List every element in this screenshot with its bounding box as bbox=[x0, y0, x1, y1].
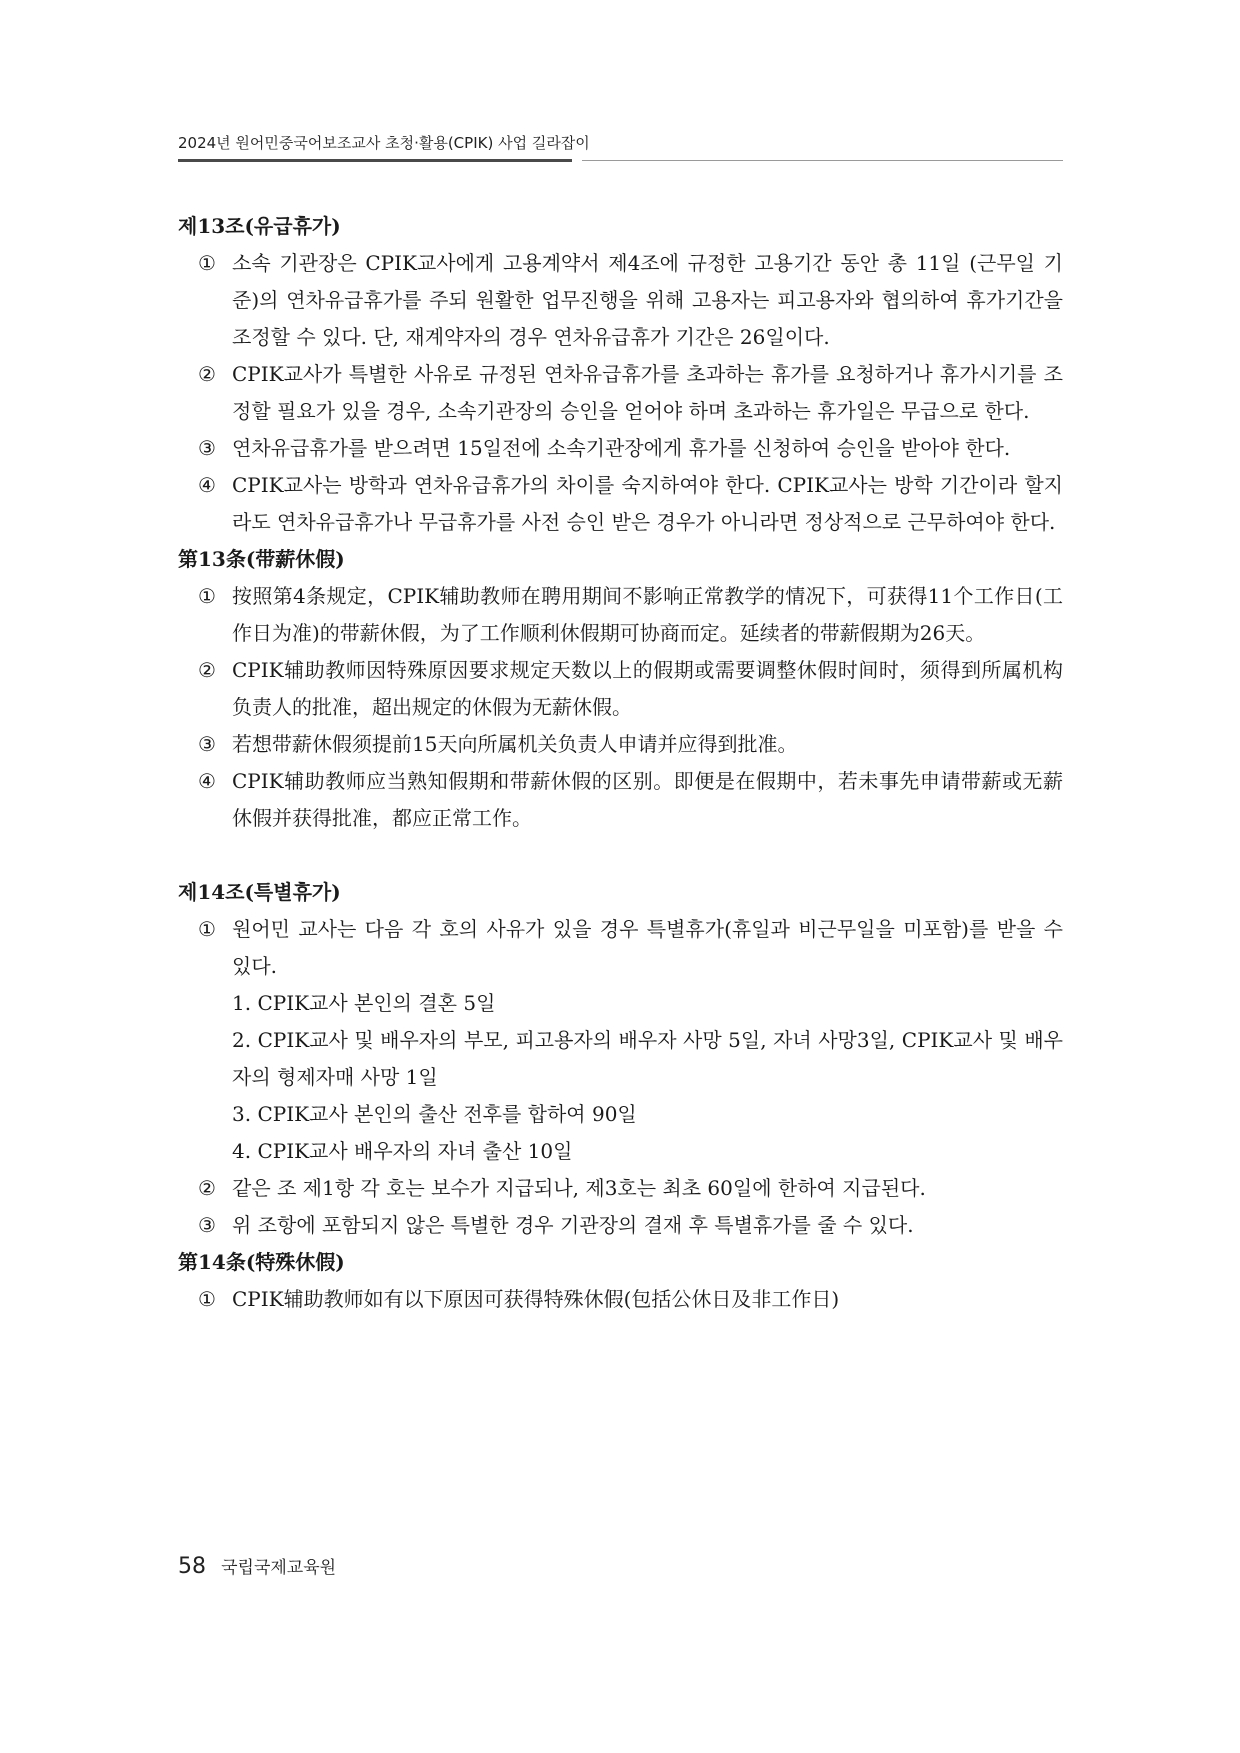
article-14-ko-heading: 제14조(특별휴가) bbox=[178, 880, 341, 904]
header-rule-thick bbox=[178, 159, 572, 162]
section-gap bbox=[178, 837, 1063, 874]
article-13-zh-item-4: ④ CPIK辅助教师应当熟知假期和带薪休假的区别。即便是在假期中，若未事先申请带薪或无薪休假并获得批准，都应正常工作。 bbox=[198, 769, 1063, 830]
header-title: 2024년 원어민중국어보조교사 초청·활용(CPIK) 사업 길라잡이 bbox=[178, 134, 590, 152]
article-13-zh-item-3: ③ 若想带薪休假须提前15天向所属机关负责人申请并应得到批准。 bbox=[198, 732, 798, 756]
article-13-zh-item-1: ① 按照第4条规定，CPIK辅助教师在聘用期间不影响正常教学的情况下，可获得11个工作日(工作日为准)的带薪休假，为了工作顺利休假期可协商而定。延续者的带薪假期为26天。 bbox=[198, 584, 1063, 645]
article-14-ko-item-3: ③ 위 조항에 포함되지 않은 특별한 경우 기관장의 결재 후 특별휴가를 줄 수 있다. bbox=[198, 1213, 914, 1237]
article-13-zh-item-2: ② CPIK辅助教师因特殊原因要求规定天数以上的假期或需要调整休假时间时，须得到所属机构负责人的批准，超出规定的休假为无薪休假。 bbox=[198, 658, 1063, 719]
article-13-ko-item-4: ④ CPIK교사는 방학과 연차유급휴가의 차이를 숙지하여야 한다. CPIK교사는 방학 기간이라 할지라도 연차유급휴가나 무급휴가를 사전 승인 받은 경우가 아니라면 정상적으로 근무하여야 한다. bbox=[198, 473, 1063, 534]
article-14-ko-item-2: ② 같은 조 제1항 각 호는 보수가 지급되나, 제3호는 최초 60일에 한하여 지급된다. bbox=[198, 1176, 926, 1200]
article-13-ko-item-2: ② CPIK교사가 특별한 사유로 규정된 연차유급휴가를 초과하는 휴가를 요청하거나 휴가시기를 조정할 필요가 있을 경우, 소속기관장의 승인을 얻어야 하며 초과하는 휴가일은 무급으로 한다. bbox=[198, 362, 1063, 423]
article-14-zh-item-1: ① CPIK辅助教师如有以下原因可获得特殊休假(包括公休日及非工作日) bbox=[198, 1287, 840, 1311]
article-13-ko-item-1: ① 소속 기관장은 CPIK교사에게 고용계약서 제4조에 규정한 고용기간 동안 총 11일 (근무일 기준)의 연차유급휴가를 주되 원활한 업무진행을 위해 고용자는 피고용자와 협의하여 휴가기간을 조정할 수 있다. 단, 재계약자의 경우 연차유급휴가 기간은 26일이다. bbox=[198, 251, 1063, 349]
footer-organization: 국립국제교육원 bbox=[221, 1558, 337, 1578]
article-14-ko-subitem-4: 4. CPIK교사 배우자의 자녀 출산 10일 bbox=[232, 1139, 573, 1163]
article-13-ko-item-3: ③ 연차유급휴가를 받으려면 15일전에 소속기관장에게 휴가를 신청하여 승인을 받아야 한다. bbox=[198, 436, 1011, 460]
header-rule-thin bbox=[582, 160, 1063, 161]
article-13-ko-heading: 제13조(유급휴가) bbox=[178, 214, 341, 238]
document-body bbox=[178, 208, 1063, 1318]
page-number: 58 bbox=[178, 1554, 206, 1579]
article-14-zh-heading: 第14条(特殊休假) bbox=[178, 1250, 345, 1274]
article-14-ko-subitem-1: 1. CPIK교사 본인의 결혼 5일 bbox=[232, 991, 496, 1015]
page-footer bbox=[178, 1553, 336, 1579]
article-14-ko-subitem-3: 3. CPIK교사 본인의 출산 전후를 합하여 90일 bbox=[232, 1102, 637, 1126]
article-13-zh-heading: 第13条(带薪休假) bbox=[178, 547, 345, 571]
article-14-ko-subitem-2: 2. CPIK교사 및 배우자의 부모, 피고용자의 배우자 사망 5일, 자녀 사망3일, CPIK교사 및 배우자의 형제자매 사망 1일 bbox=[232, 1028, 1063, 1089]
article-14-ko-item-1: ① 원어민 교사는 다음 각 호의 사유가 있을 경우 특별휴가(휴일과 비근무일을 미포함)를 받을 수 있다. bbox=[198, 917, 1063, 978]
page-header bbox=[178, 132, 1063, 162]
